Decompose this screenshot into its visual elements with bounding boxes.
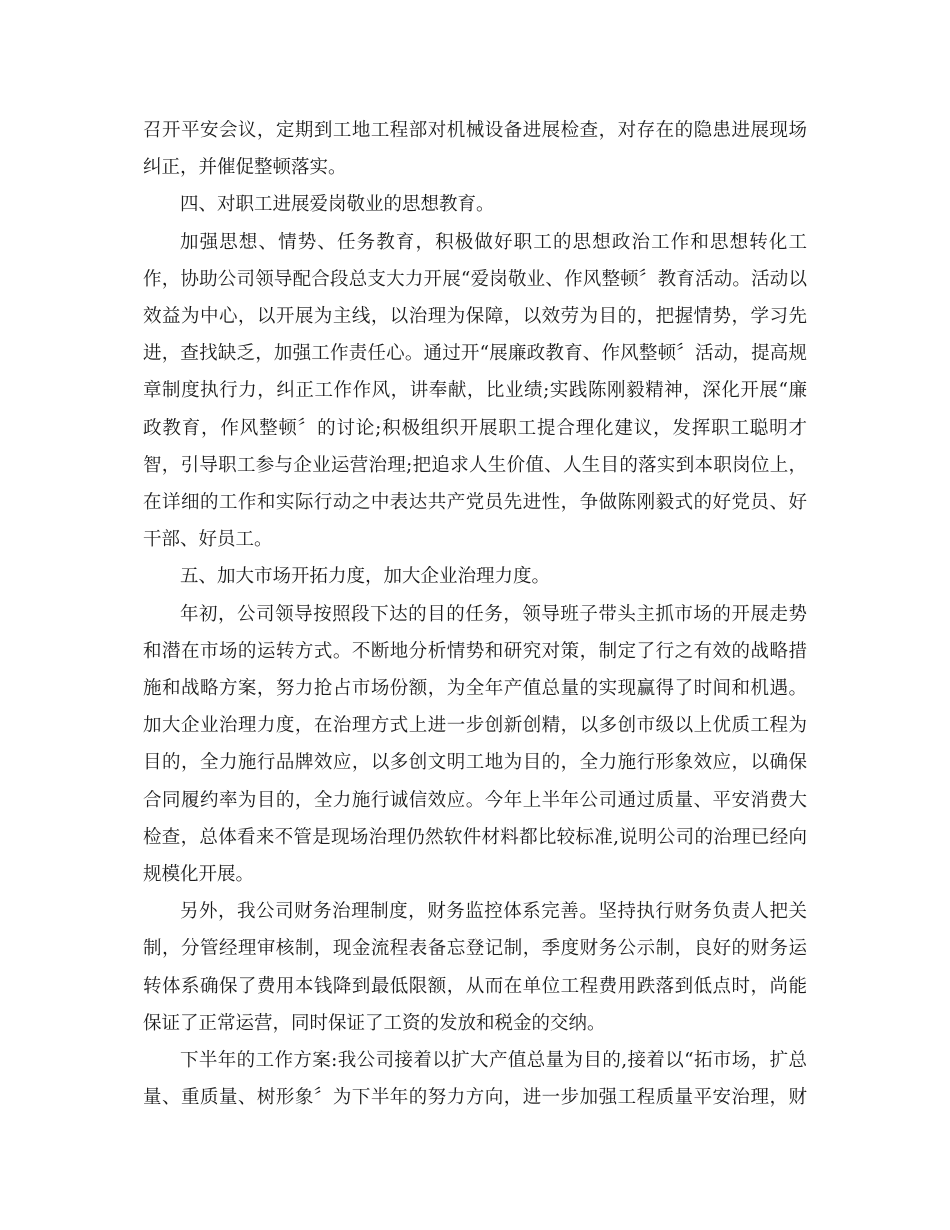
text-line: 章制度执行力，纠正工作作风，讲奉献，比业绩;实践陈刚毅精神，深化开展“廉 — [143, 380, 807, 402]
text-line: 智，引导职工参与企业运营治理;把追求人生价值、人生目的落实到本职岗位上， — [143, 454, 807, 476]
text-line: 加大企业治理力度，在治理方式上进一步创新创精，以多创市级以上优质工程为 — [143, 715, 807, 737]
text-line: 保证了正常运营，同时保证了工资的发放和税金的交纳。 — [143, 1012, 606, 1034]
text-line: 规模化开展。 — [143, 864, 255, 886]
paragraph-safety-meetings — [143, 112, 807, 186]
section-heading-five — [143, 558, 807, 595]
text-line: 目的，全力施行品牌效应，以多创文明工地为目的，全力施行形象效应，以确保 — [143, 752, 807, 774]
text-line: 下半年的工作方案:我公司接着以扩大产值总量为目的,接着以“拓市场，扩总 — [180, 1050, 807, 1072]
document-body — [143, 112, 807, 1116]
section-heading-four — [143, 186, 807, 223]
text-line: 干部、好员工。 — [143, 529, 273, 551]
text-line: 效益为中心，以开展为主线，以治理为保障，以效劳为目的，把握情势，学习先 — [143, 306, 807, 328]
text-line: 在详细的工作和实际行动之中表达共产党员先进性，争做陈刚毅式的好党员、好 — [143, 492, 807, 514]
text-line: 合同履约率为目的，全力施行诚信效应。今年上半年公司通过质量、平安消费大 — [143, 789, 807, 811]
text-line: 量、重质量、树形象〞为下半年的努力方向，进一步加强工程质量平安治理，财 — [143, 1087, 807, 1109]
paragraph-financial-management — [143, 893, 807, 1042]
text-line: 加强思想、情势、任务教育，积极做好职工的思想政治工作和思想转化工 — [180, 231, 807, 253]
text-line: 另外，我公司财务治理制度，财务监控体系完善。坚持执行财务负责人把关 — [180, 901, 807, 923]
paragraph-market-expansion — [143, 596, 807, 894]
section-heading-text: 五、加大市场开拓力度，加大企业治理力度。 — [180, 566, 551, 588]
paragraph-ideological-education — [143, 224, 807, 559]
text-line: 施和战略方案，努力抢占市场份额，为全年产值总量的实现赢得了时间和机遇。 — [143, 678, 807, 700]
text-line: 召开平安会议，定期到工地工程部对机械设备进展检查，对存在的隐患进展现场 — [143, 120, 807, 141]
text-line: 制，分管经理审核制，现金流程表备忘登记制，季度财务公示制，良好的财务运 — [143, 938, 807, 960]
text-line: 年初，公司领导按照段下达的目的任务，领导班子带头主抓市场的开展走势 — [180, 603, 807, 625]
text-line: 进，查找缺乏，加强工作责任心。通过开“展廉政教育、作风整顿〞活动，提高规 — [143, 343, 807, 365]
text-line: 纠正，并催促整顿落实。 — [143, 157, 347, 179]
paragraph-second-half-plan — [143, 1042, 807, 1116]
text-line: 政教育，作风整顿〞的讨论;积极组织开展职工提合理化建议，发挥职工聪明才 — [143, 417, 807, 439]
text-line: 作，协助公司领导配合段总支大力开展“爱岗敬业、作风整顿〞教育活动。活动以 — [143, 268, 807, 290]
text-line: 转体系确保了费用本钱降到最低限额，从而在单位工程费用跌落到低点时，尚能 — [143, 975, 807, 997]
text-line: 和潜在市场的运转方式。不断地分析情势和研究对策，制定了行之有效的战略措 — [143, 640, 807, 662]
text-line: 检查，总体看来不管是现场治理仍然软件材料都比较标准,说明公司的治理已经向 — [143, 826, 807, 848]
section-heading-text: 四、对职工进展爱岗敬业的思想教育。 — [180, 194, 495, 216]
